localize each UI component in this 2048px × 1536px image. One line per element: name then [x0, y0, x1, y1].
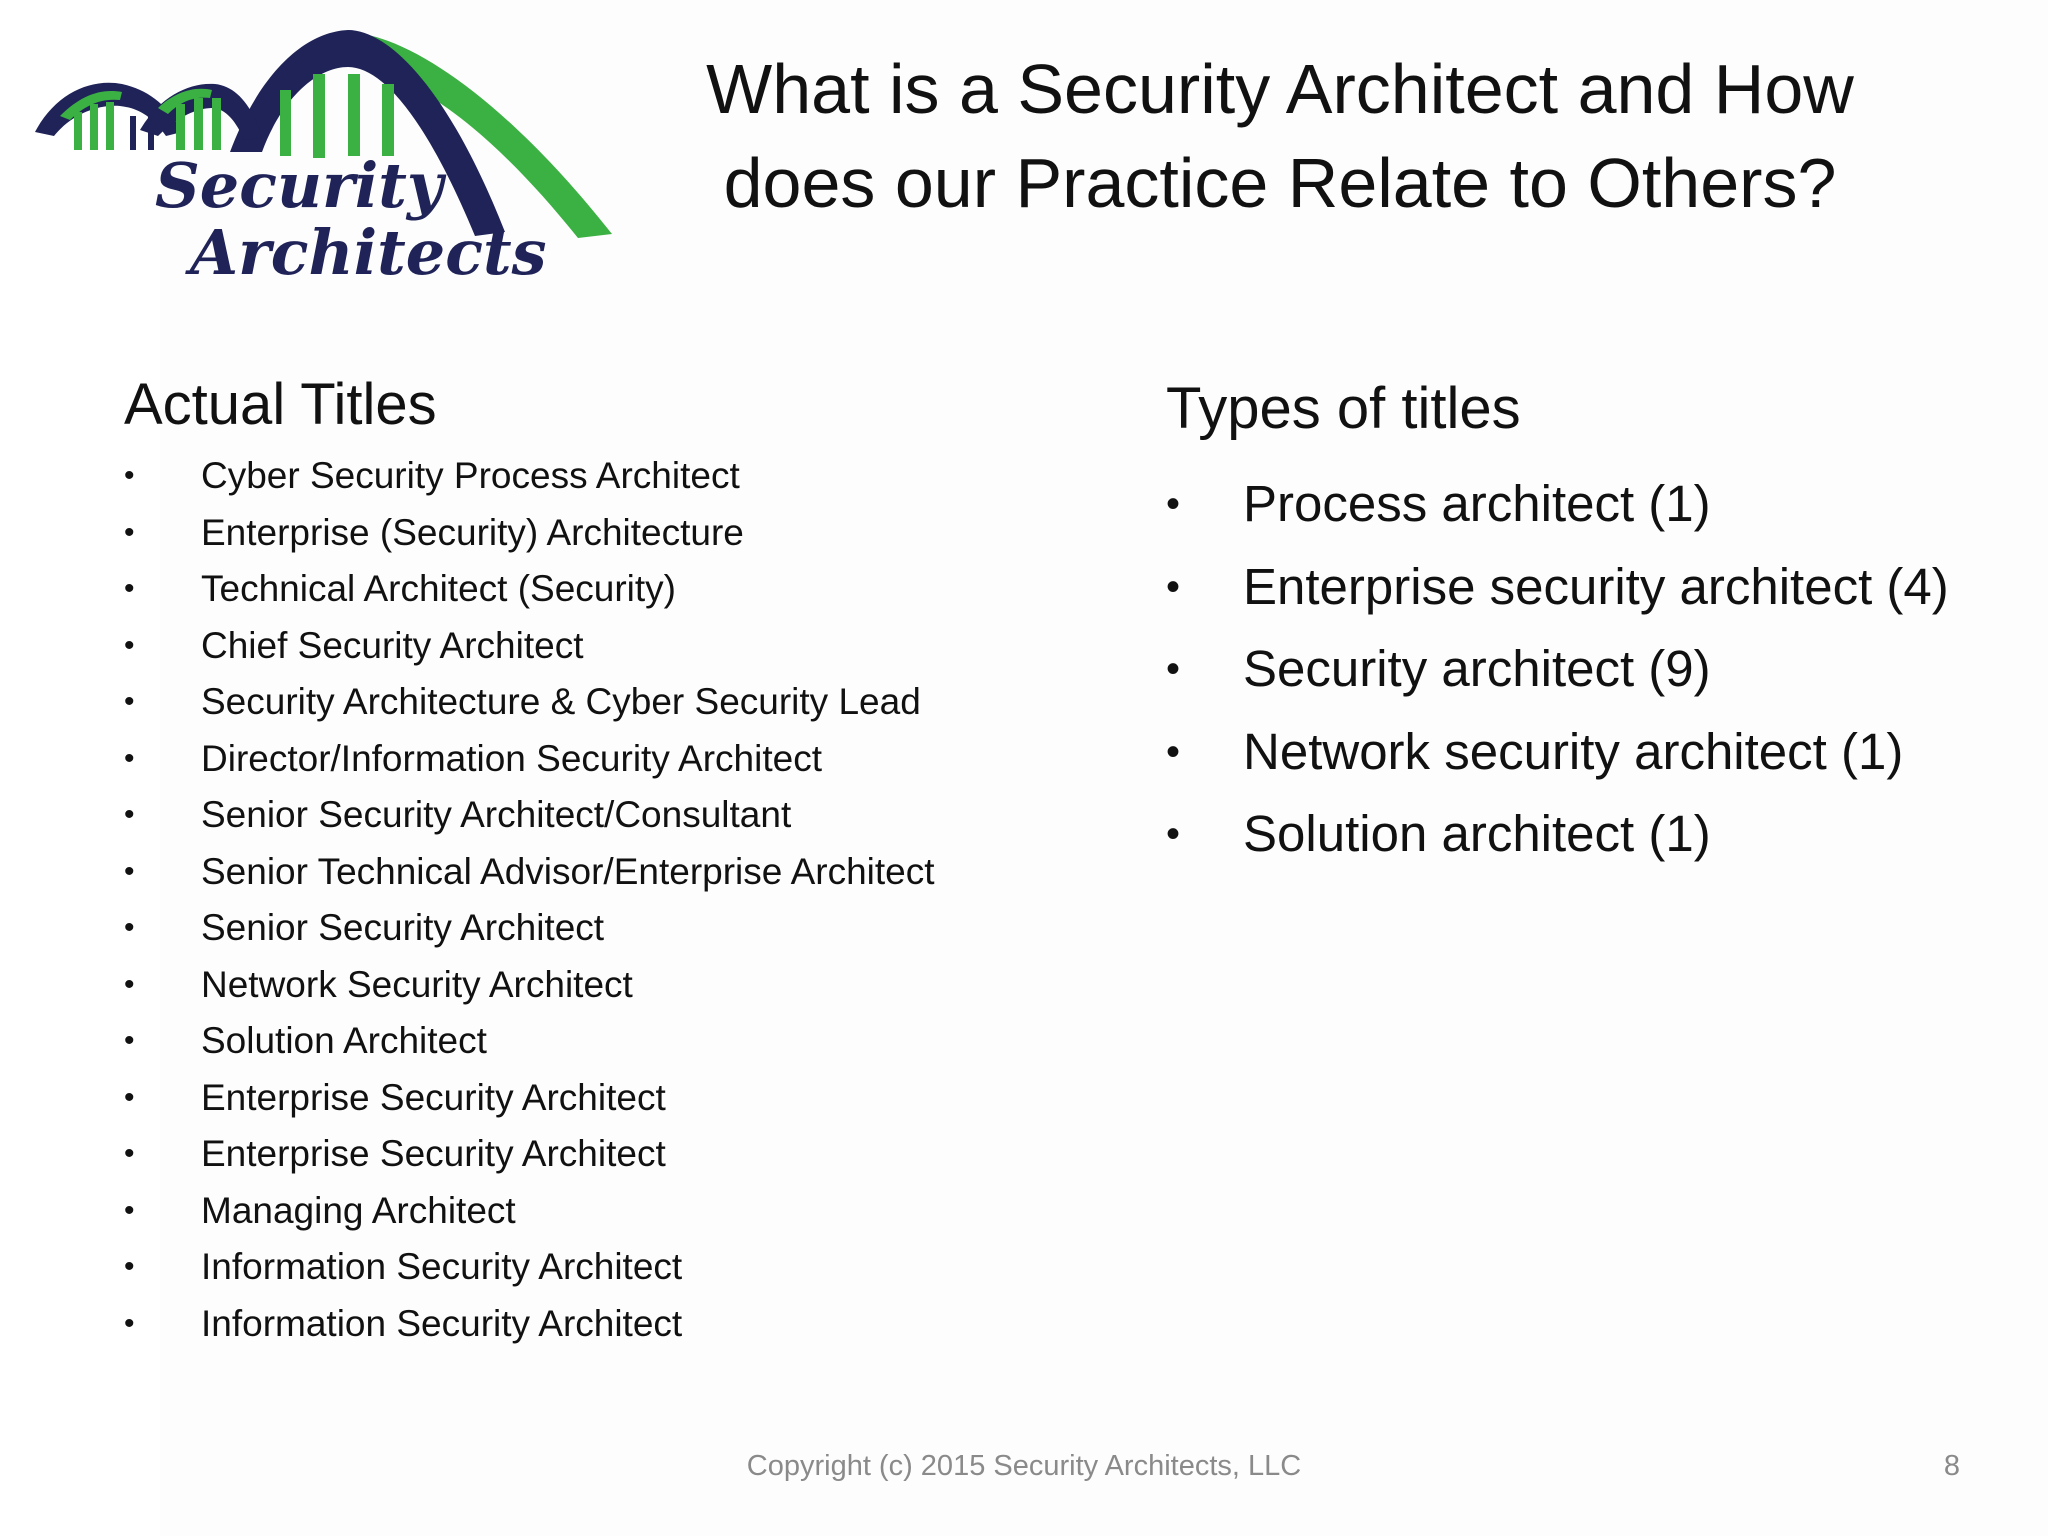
slide-title	[620, 42, 1940, 230]
list-item: • Solution Architect	[124, 1013, 1064, 1070]
bullet-icon: •	[124, 1306, 135, 1340]
slide-title-line2: does our Practice Relate to Others?	[723, 144, 1837, 222]
bullet-icon: •	[124, 854, 135, 888]
bullet-icon: •	[124, 1193, 135, 1227]
bullet-icon: •	[124, 1137, 135, 1170]
logo-text-line2: Architects	[190, 216, 547, 289]
bullet-icon: •	[1166, 729, 1181, 774]
bullet-icon: •	[124, 1080, 135, 1114]
list-item: • Cyber Security Process Architect	[124, 448, 1064, 505]
page-number: 8	[1943, 1450, 1960, 1482]
bullet-icon: •	[124, 515, 135, 549]
list-item: • Enterprise (Security) Architecture	[124, 505, 1064, 562]
list-item: • Enterprise Security Architect	[124, 1070, 1064, 1127]
bullet-icon: •	[124, 967, 135, 1001]
bullet-icon: •	[124, 628, 135, 662]
bullet-icon: •	[124, 459, 135, 492]
bullet-icon: •	[124, 911, 135, 944]
list-item: • Network security architect (1)	[1166, 711, 2026, 794]
list-item: • Director/Information Security Architect	[124, 731, 1064, 788]
logo-text-line1: Security	[155, 149, 443, 222]
bullet-icon: •	[1166, 482, 1181, 526]
list-item: • Senior Security Architect/Consultant	[124, 787, 1064, 844]
bullet-icon: •	[124, 572, 135, 605]
list-item: • Security Architecture & Cyber Security Lead	[124, 674, 1064, 731]
actual-titles-list	[124, 448, 1064, 1352]
list-item: • Technical Architect (Security)	[124, 561, 1064, 618]
types-of-titles-heading: Types of titles	[1166, 376, 1521, 441]
bullet-icon: •	[124, 1250, 135, 1283]
actual-titles-heading: Actual Titles	[124, 372, 437, 437]
list-item: • Managing Architect	[124, 1183, 1064, 1240]
bullet-icon: •	[124, 685, 135, 718]
bullet-icon: •	[1166, 812, 1181, 856]
list-item: • Chief Security Architect	[124, 618, 1064, 675]
company-logo	[30, 12, 620, 292]
list-item: • Process architect (1)	[1166, 463, 2026, 546]
bullet-icon: •	[1166, 564, 1181, 609]
list-item: • Solution architect (1)	[1166, 793, 2026, 876]
types-of-titles-list	[1166, 463, 2026, 876]
list-item: • Enterprise Security Architect	[124, 1126, 1064, 1183]
list-item: • Information Security Architect	[124, 1296, 1064, 1353]
bridge-logo-icon	[30, 12, 620, 292]
list-item: • Network Security Architect	[124, 957, 1064, 1014]
bullet-icon: •	[124, 1024, 135, 1057]
bullet-icon: •	[1166, 647, 1181, 691]
list-item: • Senior Technical Advisor/Enterprise Architect	[124, 844, 1064, 901]
bullet-icon: •	[124, 798, 135, 831]
list-item: • Information Security Architect	[124, 1239, 1064, 1296]
list-item: • Enterprise security architect (4)	[1166, 546, 2026, 629]
list-item: • Security architect (9)	[1166, 628, 2026, 711]
slide-title-line1: What is a Security Architect and How	[706, 50, 1854, 128]
bullet-icon: •	[124, 741, 135, 775]
list-item: • Senior Security Architect	[124, 900, 1064, 957]
copyright-footer: Copyright (c) 2015 Security Architects, LLC	[746, 1450, 1302, 1482]
